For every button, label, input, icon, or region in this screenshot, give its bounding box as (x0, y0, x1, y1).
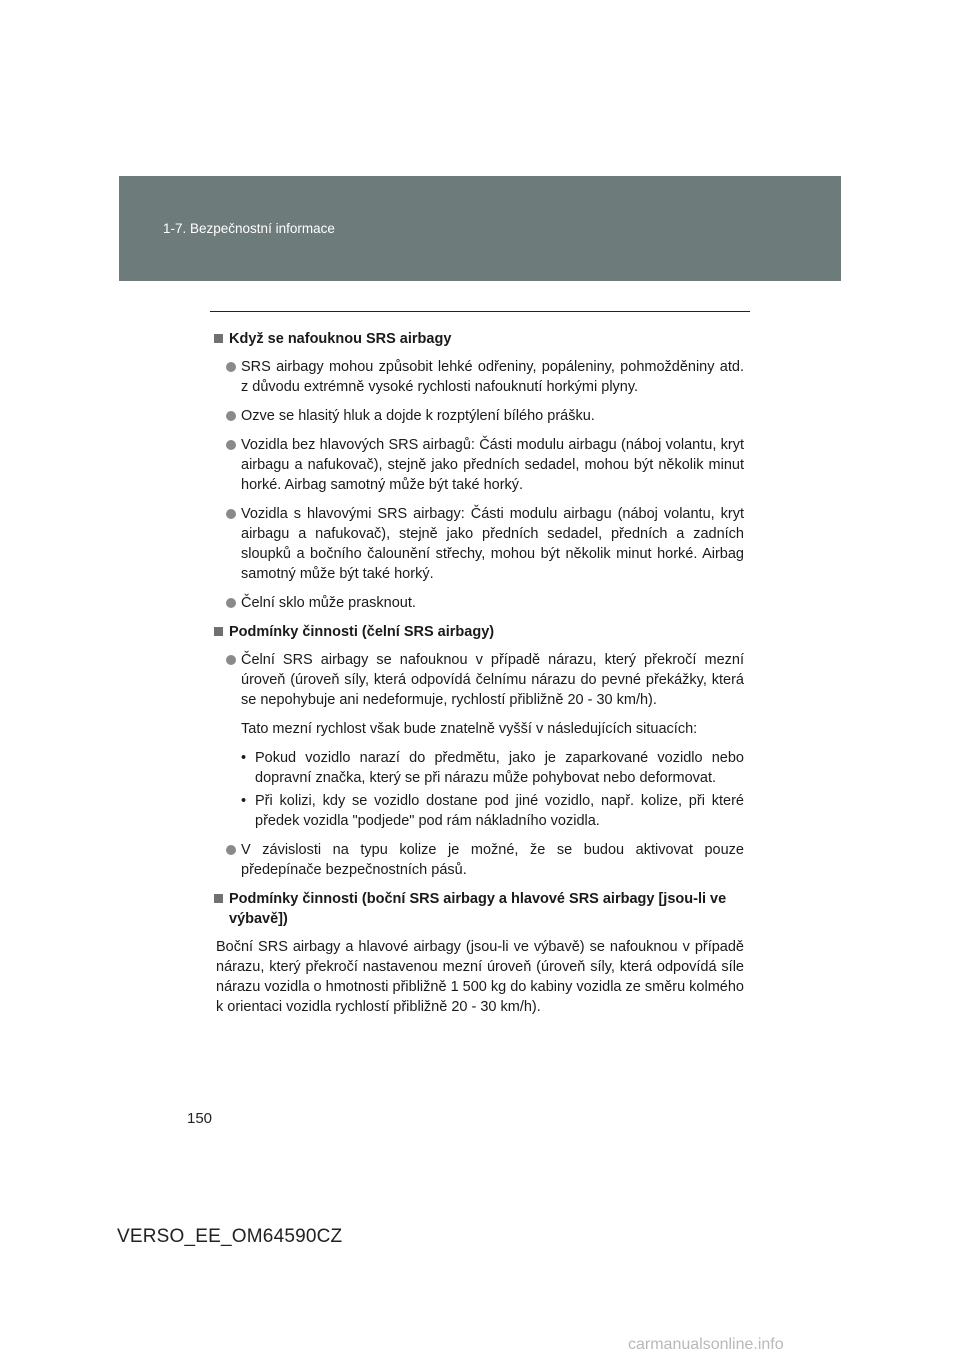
document-code: VERSO_EE_OM64590CZ (117, 1226, 343, 1247)
circle-bullet-icon (226, 362, 236, 372)
section-heading: Když se nafouknou SRS airbagy (214, 329, 744, 349)
section-heading: Podmínky činnosti (čelní SRS airbagy) (214, 622, 744, 642)
dot-marker-icon: • (241, 793, 247, 809)
circle-bullet-icon (226, 598, 236, 608)
dot-marker-icon: • (241, 750, 247, 766)
list-item: Vozidla bez hlavových SRS airbagů: Části modulu airbagu (náboj volantu, kryt airbagu a nafukovač), stejně jako předních sedadel, mohou být několik minut horké. Airbag samotný může být také horký. (226, 435, 744, 495)
sub-list-item: • Při kolizi, kdy se vozidlo dostane pod jiné vozidlo, např. kolize, při které předek vozidla "podjede" pod rám nákladního vozidla. (241, 793, 744, 829)
section-title: 1-7. Bezpečnostní informace (163, 221, 335, 236)
circle-bullet-icon (226, 845, 236, 855)
paragraph: Boční SRS airbagy a hlavové airbagy (jsou-li ve výbavě) se nafouknou v případě nárazu, který překročí nastavenou mezní úroveň (úroveň síly, která odpovídá síle nárazu vozidla o hmotnosti přibližně 1 500 kg do kabiny vozidla ze směru kolmého k orientaci vozidla rychlostí přibližně 20 - 30 km/h). (216, 939, 744, 1015)
sub-list-item: • Pokud vozidlo narazí do předmětu, jako je zaparkované vozidlo nebo dopravní značka, který se při nárazu může pohybovat nebo deformovat. (241, 750, 744, 786)
list-item: Čelní sklo může prasknout. (226, 593, 744, 613)
square-bullet-icon (214, 334, 223, 343)
page-number: 150 (187, 1110, 213, 1127)
list-item: Čelní SRS airbagy se nafouknou v případě nárazu, který překročí mezní úroveň (úroveň síly, která odpovídá čelnímu nárazu do pevné překážky, která se nepohybuje ani nedeformuje, rychlostí přibližně 20 - 30 km/h). (226, 650, 744, 710)
list-item: V závislosti na typu kolize je možné, že se budou aktivovat pouze předepínače bezpečnostních pásů. (226, 840, 744, 880)
list-item: Ozve se hlasitý hluk a dojde k rozptýlení bílého prášku. (226, 406, 744, 426)
circle-bullet-icon (226, 440, 236, 450)
circle-bullet-icon (226, 411, 236, 421)
circle-bullet-icon (226, 509, 236, 519)
paragraph: Tato mezní rychlost však bude znatelně vyšší v následujících situacích: (241, 721, 698, 737)
section-heading: Podmínky činnosti (boční SRS airbagy a hlavové SRS airbagy [jsou-li ve výbavě]) (214, 889, 744, 929)
circle-bullet-icon (226, 655, 236, 665)
page-content (214, 329, 744, 1026)
list-item: SRS airbagy mohou způsobit lehké odřeniny, popáleniny, pohmožděniny atd. z důvodu extrémně vysoké rychlosti nafouknutí horkými plyny. (226, 357, 744, 397)
square-bullet-icon (214, 627, 223, 636)
list-item: Vozidla s hlavovými SRS airbagy: Části modulu airbagu (náboj volantu, kryt airbagu a nafukovač), stejně jako předních sedadel, předních a zadních sloupků a bočního čalounění střechy, mohou být několik minut horké. Airbag samotný může být také horký. (226, 504, 744, 584)
square-bullet-icon (214, 894, 223, 903)
watermark: carmanualsonline.info (628, 1336, 784, 1353)
divider-line (210, 311, 750, 312)
